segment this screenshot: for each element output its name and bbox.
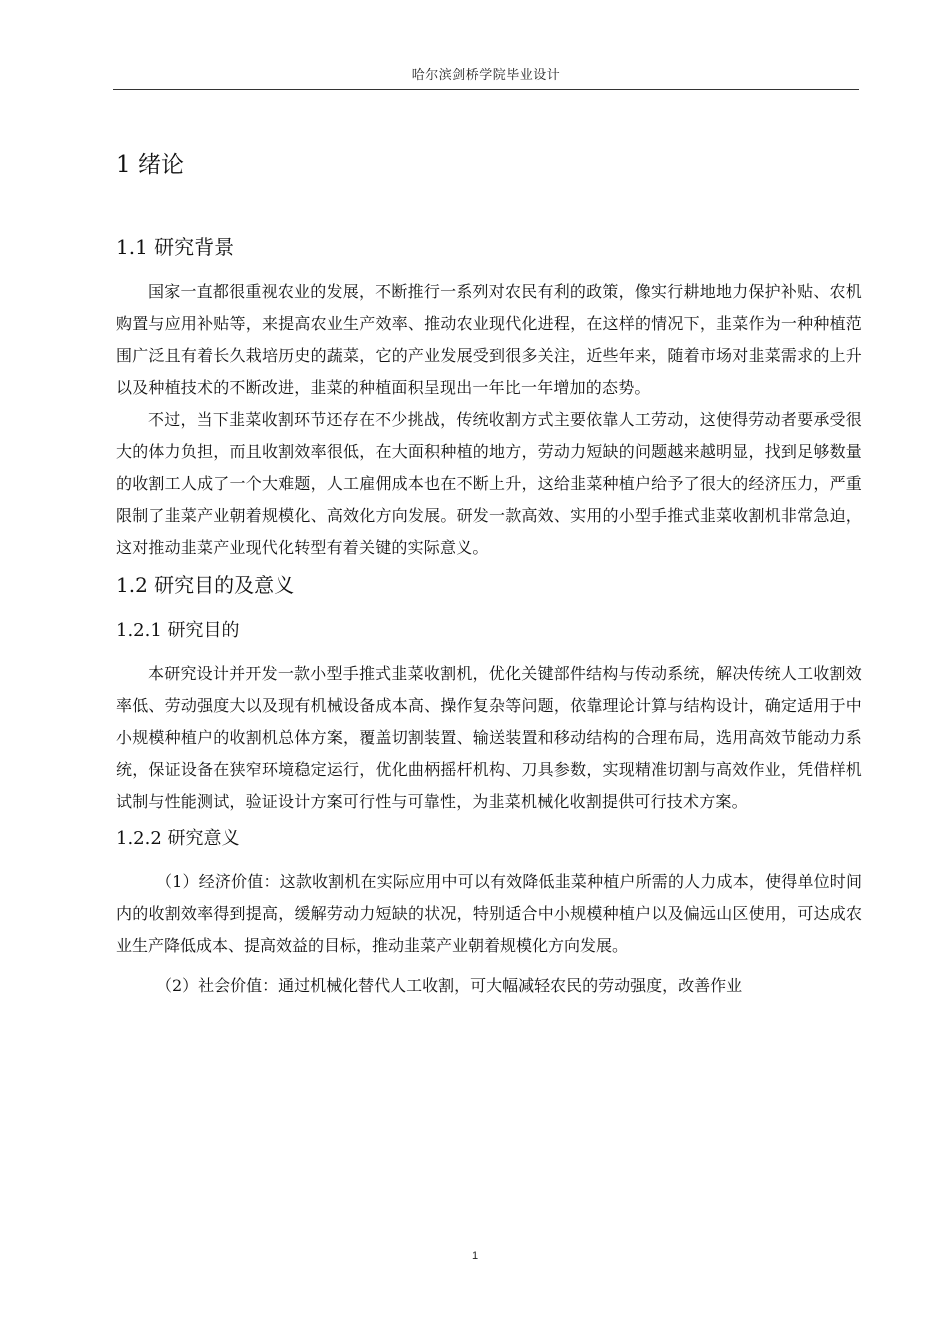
section-title-background: 1.1 研究背景 bbox=[116, 235, 235, 259]
section-title-purpose: 1.2 研究目的及意义 bbox=[116, 573, 295, 597]
subsection-title-goal: 1.2.1 研究目的 bbox=[116, 620, 240, 641]
chapter-title: 1 绪论 bbox=[116, 152, 184, 178]
paragraph: 不过，当下韭菜收割环节还存在不少挑战，传统收割方式主要依靠人工劳动，这使得劳动者要承受很大的体力负担，而且收割效率很低，在大面积种植的地方，劳动力短缺的问题越来越明显，找到足够数量的收割工人成了一个大难题，人工雇佣成本也在不断上升，这给韭菜种植户给予了很大的经济压力，严重限制了韭菜产业朝着规模化、高效化方向发展。研发一款高效、实用的小型手推式韭菜收割机非常急迫，这对推动韭菜产业现代化转型有着关键的实际意义。 bbox=[116, 410, 862, 557]
header-divider bbox=[113, 89, 859, 90]
paragraph: 本研究设计并开发一款小型手推式韭菜收割机，优化关键部件结构与传动系统，解决传统人工收割效率低、劳动强度大以及现有机械设备成本高、操作复杂等问题，依靠理论计算与结构设计，确定适用于中小规模种植户的收割机总体方案，覆盖切割装置、输送装置和移动结构的合理布局，选用高效节能动力系统，保证设备在狭窄环境稳定运行，优化曲柄摇杆机构、刀具参数，实现精准切割与高效作业，凭借样机试制与性能测试，验证设计方案可行性与可靠性，为韭菜机械化收割提供可行技术方案。 bbox=[116, 664, 862, 811]
subsection-title-significance: 1.2.2 研究意义 bbox=[116, 828, 240, 849]
running-header: 哈尔滨剑桥学院毕业设计 bbox=[411, 68, 561, 83]
page-number: 1 bbox=[471, 1250, 479, 1262]
paragraph: 国家一直都很重视农业的发展，不断推行一系列对农民有利的政策，像实行耕地地力保护补贴、农机购置与应用补贴等，来提高农业生产效率、推动农业现代化进程，在这样的情况下，韭菜作为一种种植范围广泛且有着长久栽培历史的蔬菜，它的产业发展受到很多关注，近些年来，随着市场对韭菜需求的上升以及种植技术的不断改进，韭菜的种植面积呈现出一年比一年增加的态势。 bbox=[116, 282, 862, 397]
list-item: （2）社会价值：通过机械化替代人工收割，可大幅减轻农民的劳动强度，改善作业 bbox=[156, 976, 743, 995]
list-item: （1）经济价值：这款收割机在实际应用中可以有效降低韭菜种植户所需的人力成本，使得单位时间内的收割效率得到提高，缓解劳动力短缺的状况，特别适合中小规模种植户以及偏远山区使用，可达成农业生产降低成本、提高效益的目标，推动韭菜产业朝着规模化方向发展。 bbox=[116, 872, 862, 955]
main-content bbox=[116, 140, 862, 1002]
